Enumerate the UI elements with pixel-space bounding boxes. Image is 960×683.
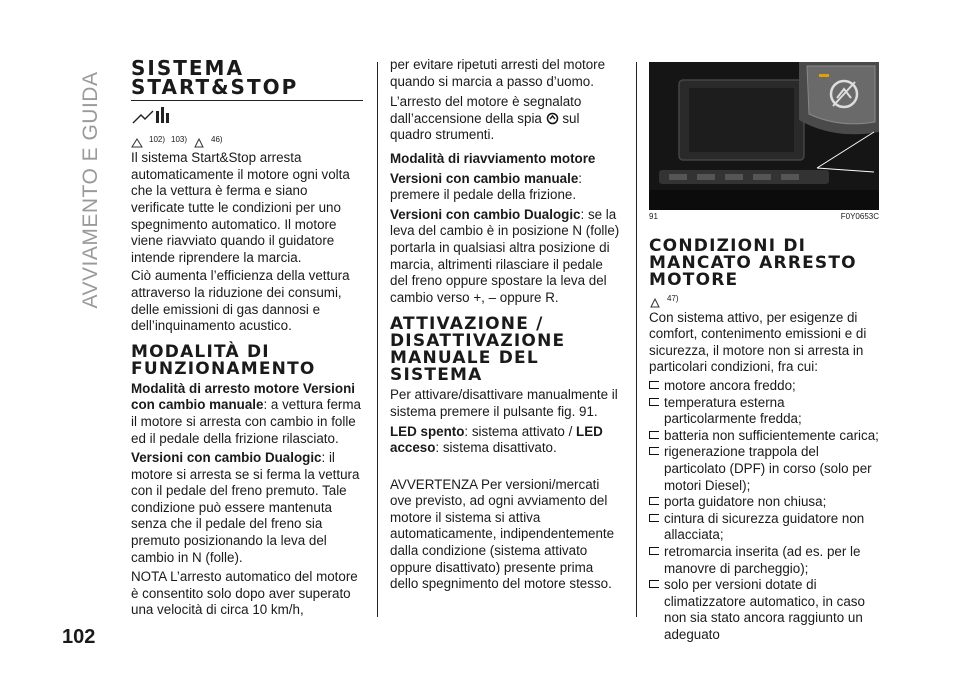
efficiency-paragraph: Ciò aumenta l’efficienza della vettura attraverso la riduzione dei consumi, delle emissioni di gas dannosi e dell’inquinamento acustico. [131,268,350,334]
signal-paragraph: L’arresto del motore è segnalato dall’accensione della spia sul quadro strumenti. [390,94,582,143]
hand-warning-icon [649,298,661,308]
column-1 [131,56,361,619]
heading-modalita: MODALITÀ DI FUNZIONAMENTO [131,341,316,379]
hand-warning-icon [193,138,205,148]
bullet-icon [649,447,659,455]
section-title: SISTEMA START&STOP [131,56,299,99]
heading-condizioni: CONDIZIONI DI MANCATO ARRESTO MOTORE [649,236,857,290]
bullet-icon [649,431,659,439]
bullet-icon [649,514,659,522]
list-item: porta guidatore non chiusa; [649,494,879,511]
reference-marks: 102) 103) 46) [131,132,361,149]
bullet-icon [649,580,659,588]
avvertenza-paragraph: AVVERTENZA Per versioni/mercati ove previsto, ad ogni avviamento del motore il sistema si attiva automaticamente, indipendentemente dalla condizione (sistema attivato oppure disattivato) presente prima dello spegnimento del motore stesso. [390,476,615,592]
dashboard-illustration [649,62,879,210]
manual-restart-paragraph: Versioni con cambio manuale: premere il pedale della frizione. [390,170,583,203]
reference-marks: 47) [649,291,879,308]
manual-stop-paragraph: Modalità di arresto motore Versioni con cambio manuale: a vettura ferma il motore si arresta con cambio in folle ed il pedale della frizione rilasciato. [131,380,361,446]
title-rule [131,100,363,101]
heading-attivazione: ATTIVAZIONE / DISATTIVAZIONE MANUALE DEL SISTEMA [390,314,566,386]
continuation-paragraph: per evitare ripetuti arresti del motore quando si marcia a passo d’uomo. [390,57,606,89]
list-item: retromarcia inserita (ad es. per le manovre di parcheggio); [649,544,879,577]
figure-caption [649,212,879,221]
activation-paragraph: Per attivare/disattivare manualmente il sistema premere il pulsante fig. 91. [390,387,618,419]
figure-number: 91 [649,212,658,221]
bullet-icon [649,398,659,406]
led-status-paragraph: LED spento: sistema attivato / LED acceso: sistema disattivato. [390,423,603,456]
bullet-icon [649,381,659,389]
list-item: motore ancora freddo; [649,378,879,395]
heading-riavviamento: Modalità di riavviamento motore [390,150,596,166]
conditions-intro: Con sistema attivo, per esigenze di comfort, contenimento emissioni e di sicurezza, il motore non si arresta in particolari condizioni, fra cui: [649,309,867,375]
intro-paragraph: Il sistema Start&Stop arresta automaticamente il motore ogni volta che la vettura è ferma e siano verificate tutte le condizioni per uno spegnimento automatico. Il motore viene riavviato quando il guidatore intende riprendere la marcia. [131,150,350,265]
bullet-icon [649,547,659,555]
column-3 [649,238,879,643]
side-section-title: AVVIAMENTO E GUIDA [79,71,102,309]
list-item: batteria non sufficientemente carica; [649,428,879,445]
list-item: rigenerazione trappola del particolato (DPF) in corso (solo per motori Diesel); [649,444,879,494]
page-number: 102 [62,626,96,648]
dualogic-stop-paragraph: Versioni con cambio Dualogic: il motore si arresta se si ferma la vettura con il pedale del freno premuto. Tale condizione può essere mantenuta senza che il pedale del freno sia premuto posizionando la leva del cambio in N (folle). [131,450,360,565]
dualogic-restart-paragraph: Versioni con cambio Dualogic: se la leva del cambio è in posizione N (folle) portarla in qualsiasi altra posizione di marcia, altrimenti rilasciare il pedale del freno oppure spostare la leva del cambio verso +, – oppure R. [390,206,620,305]
start-stop-eco-icon [131,105,175,127]
list-item: solo per versioni dotate di climatizzatore automatico, in caso non sia stato ancora raggiunto un adeguato [649,577,879,643]
column-divider [377,62,378,617]
list-item: cintura di sicurezza guidatore non allacciata; [649,511,879,544]
start-stop-warning-light-icon [546,112,559,125]
column-2 [390,57,620,593]
conditions-list [649,378,879,644]
bullet-icon [649,497,659,505]
figure-code: F0Y0653C [840,212,879,221]
nota-paragraph: NOTA L’arresto automatico del motore è consentito solo dopo aver superato una velocità di circa 10 km/h, [131,569,358,618]
list-item: temperatura esterna particolarmente fredda; [649,395,879,428]
warning-triangle-icon [131,138,143,148]
figure-91-dashboard-photo [649,62,879,210]
column-divider [636,62,637,617]
